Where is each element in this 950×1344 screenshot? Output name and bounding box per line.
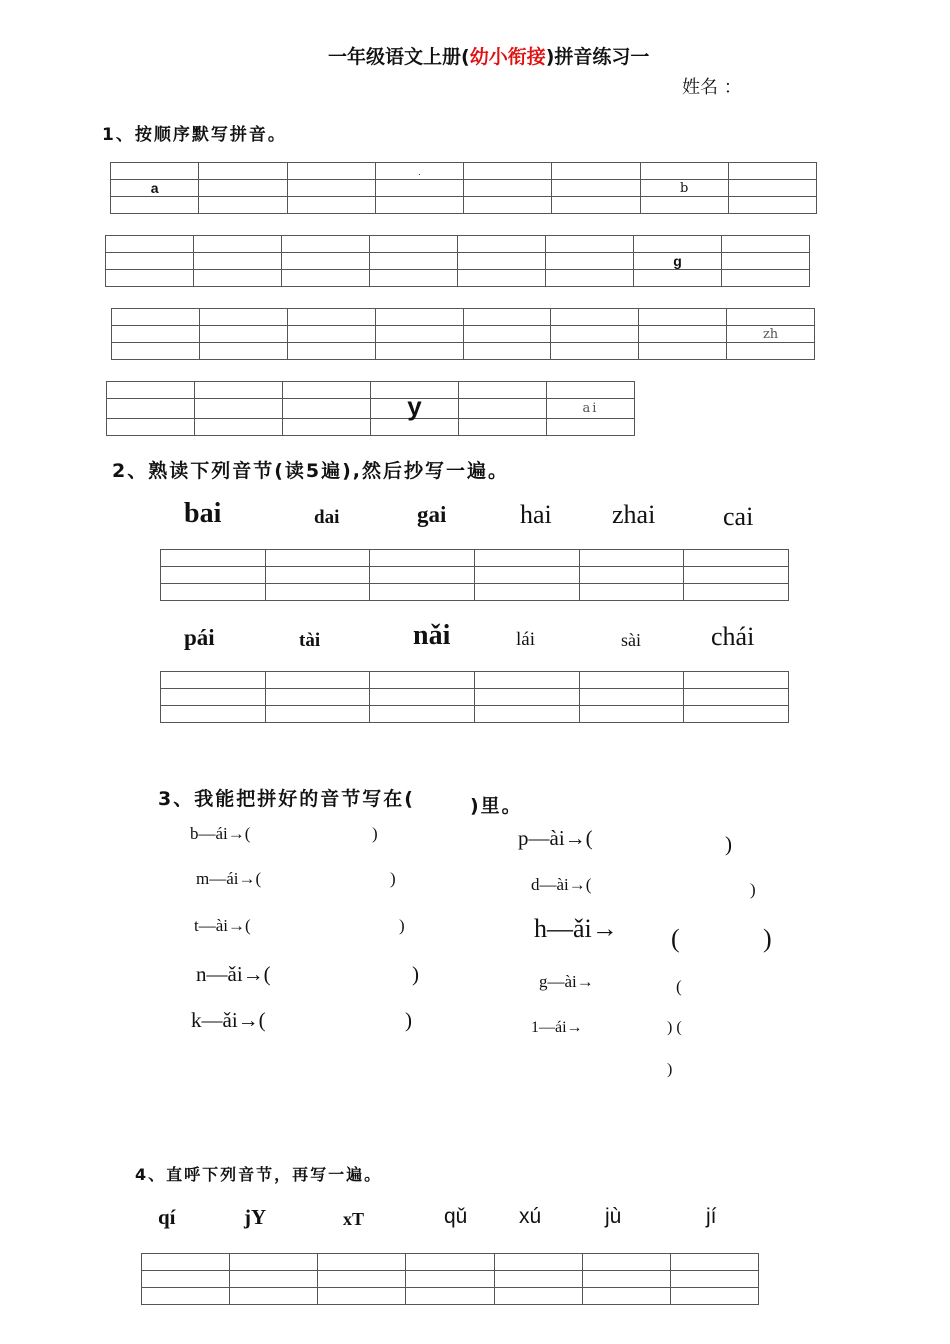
open-paren: ( xyxy=(676,977,682,996)
combine-p-ai: p—ài→( xyxy=(518,826,593,850)
close-paren: ) xyxy=(399,916,405,935)
grid1-dot: . xyxy=(418,168,421,177)
syllable-zhai: zhai xyxy=(612,500,656,529)
section1-heading: 1、按顺序默写拼音。 xyxy=(102,125,287,145)
letter-b: b xyxy=(679,180,689,196)
combine-k-ai: k—ǎi→( xyxy=(191,1008,266,1032)
combine-d-ai: d—ài→( xyxy=(531,875,592,894)
combine-t-ai: t—ài→( xyxy=(194,916,251,935)
combine-m-ai: m—ái→( xyxy=(196,869,262,888)
title-part2: )拼音练习一 xyxy=(545,46,650,68)
syllable-xu: xú xyxy=(519,1205,542,1228)
close-paren: ) xyxy=(667,1061,673,1078)
syllable-ju: jù xyxy=(605,1205,622,1228)
close-paren: ) xyxy=(412,962,419,986)
syllable-ji: jí xyxy=(706,1205,717,1228)
syllable-hai: hai xyxy=(520,500,552,529)
close-paren: ) xyxy=(372,824,378,843)
close-open-paren: ) ( xyxy=(667,1019,682,1036)
close-paren: ) xyxy=(390,869,396,888)
syllable-tai: tài xyxy=(299,630,321,651)
close-paren: ) xyxy=(725,832,732,856)
syllable-bai: bai xyxy=(184,498,222,529)
syllable-dai: dai xyxy=(314,507,340,528)
section2-heading: 2、熟读下列音节(读5遍),然后抄写一遍。 xyxy=(112,460,510,482)
section3-heading-end: )里。 xyxy=(470,795,523,817)
syllable-cai: cai xyxy=(723,502,754,531)
letter-grid-2 xyxy=(105,235,810,287)
letter-zh: zh xyxy=(762,326,779,342)
syllable-qu: qǔ xyxy=(444,1205,468,1228)
syllable-jY: jY xyxy=(244,1205,267,1229)
letter-g: g xyxy=(673,253,682,269)
letter-ai: ai xyxy=(582,401,599,416)
close-paren: ) xyxy=(763,924,772,953)
page-title xyxy=(328,42,649,69)
syllable-xT: xT xyxy=(343,1209,365,1229)
syllable-nai: nǎi xyxy=(413,620,451,651)
letter-y: y xyxy=(407,391,422,421)
name-label: 姓名 ： xyxy=(682,77,742,98)
title-part1: 一年级语文上册( xyxy=(328,46,470,68)
syllable-lai: lái xyxy=(516,629,535,650)
section3-heading: 3、我能把拼好的音节写在( xyxy=(158,788,415,810)
combine-b-ai: b—ái→( xyxy=(190,824,251,843)
letter-a: a xyxy=(150,180,159,196)
syllable-chai: chái xyxy=(711,622,755,651)
syllable-sai: sài xyxy=(621,630,641,650)
syllable-qi: qí xyxy=(158,1205,176,1229)
combine-n-ai: n—ǎi→( xyxy=(196,962,271,986)
syllable-pai: pái xyxy=(184,625,215,650)
letter-grid-4 xyxy=(106,381,635,436)
combine-1-ai: 1—ái→ xyxy=(531,1019,583,1036)
open-paren: ( xyxy=(671,924,680,953)
title-highlight: 幼小衔接 xyxy=(469,46,546,68)
copy-grid-3 xyxy=(141,1253,759,1305)
letter-grid-3 xyxy=(111,308,815,360)
letter-grid-1 xyxy=(110,162,817,214)
section4-heading: 4、直呼下列音节，再写一遍。 xyxy=(135,1165,383,1184)
combine-h-ai: h—ǎi→ xyxy=(534,914,618,943)
close-paren: ) xyxy=(750,880,756,899)
copy-grid-1 xyxy=(160,549,789,601)
combine-g-ai: g—ài→ xyxy=(539,972,594,991)
syllable-gai: gai xyxy=(417,502,447,527)
close-paren: ) xyxy=(405,1008,412,1032)
copy-grid-2 xyxy=(160,671,789,723)
